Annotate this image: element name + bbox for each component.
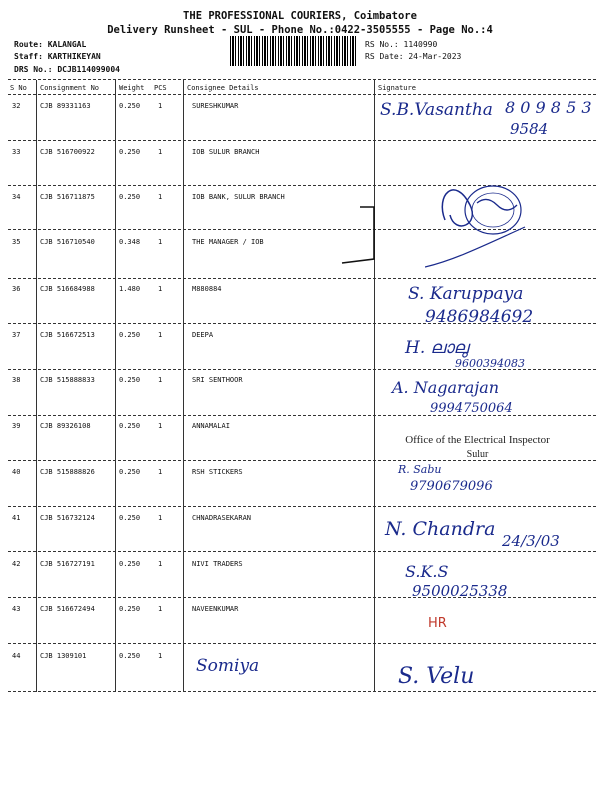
row-pcs: 1 [158,560,163,568]
staff-value: KARTHIKEYAN [47,52,101,61]
row-sno: 38 [12,376,21,384]
row-consignee: NIVI TRADERS [192,560,243,568]
signature-42-phone: 9500025338 [412,582,508,600]
col-consignment-header: Consignment No [40,84,100,92]
barcode [230,36,358,66]
row-consignment-no: CJB 89331163 [40,102,91,110]
col-weight-header: Weight [119,84,145,92]
row-consignment-no: CJB 516672494 [40,605,95,613]
row-sno: 44 [12,652,21,660]
drs-info [14,65,120,74]
row-consignment-no: CJB 516684988 [40,285,95,293]
row-sno: 33 [12,148,21,156]
col-consignee-header: Consignee Details [187,84,259,92]
mark-43: HR [428,616,447,631]
rs-no-value: 1140990 [403,40,438,49]
row-sno: 37 [12,331,21,339]
row-weight: 0.348 [119,238,141,246]
row-weight: 0.250 [119,148,141,156]
row-weight: 0.250 [119,560,141,568]
row-sno: 40 [12,468,21,476]
row-consignment-no: CJB 89326108 [40,422,91,430]
col-sno-header: S No [10,84,27,92]
rs-date-value: 24-Mar-2023 [408,52,462,61]
row-consignment-no: CJB 516732124 [40,514,95,522]
row-divider [8,460,596,461]
row-consignee: NAVEENKUMAR [192,605,239,613]
row-sno: 32 [12,102,21,110]
bank-seal-signature [425,165,555,275]
row-consignment-no: CJB 1309101 [40,652,87,660]
stamp-39-line1: Office of the Electrical Inspector [405,434,550,446]
row-consignee: IOB SULUR BRANCH [192,148,260,156]
row-weight: 0.250 [119,514,141,522]
row-consignment-no: CJB 516711875 [40,193,95,201]
row-sno: 39 [12,422,21,430]
rs-no-label: RS No.: [365,40,399,49]
row-divider [8,643,596,644]
row-divider [8,140,596,141]
row-pcs: 1 [158,376,163,384]
row-consignee: M880884 [192,285,222,293]
rs-date-label: RS Date: [365,52,404,61]
row-weight: 0.250 [119,193,141,201]
row-weight: 0.250 [119,468,141,476]
row-pcs: 1 [158,468,163,476]
row-sno: 42 [12,560,21,568]
signature-38: A. Nagarajan [392,378,500,397]
signature-32-phone-a: 8 0 9 8 5 3 [505,98,592,117]
row-weight: 0.250 [119,376,141,384]
row-consignment-no: CJB 516710540 [40,238,95,246]
signature-32-phone-b: 9584 [510,120,549,138]
row-consignment-no: CJB 515888833 [40,376,95,384]
row-consignment-no: CJB 516672513 [40,331,95,339]
signature-44: S. Velu [398,664,475,689]
row-pcs: 1 [158,331,163,339]
row-consignment-no: CJB 516727191 [40,560,95,568]
row-sno: 36 [12,285,21,293]
signature-38-phone: 9994750064 [430,401,513,416]
row-pcs: 1 [158,285,163,293]
runsheet-title: Delivery Runsheet - SUL - Phone No.:0422-3505555 - Page No.:4 [107,24,493,36]
row-pcs: 1 [158,148,163,156]
signature-36-phone: 9486984692 [425,307,534,327]
rs-number [365,40,437,49]
signature-36: S. Karuppaya [408,284,524,304]
row-consignee: SURESHKUMAR [192,102,239,110]
row-consignee: SRI SENTHOOR [192,376,243,384]
row-sno: 34 [12,193,21,201]
consignee-44-handwritten: Somiya [196,656,260,676]
row-consignment-no: CJB 516700922 [40,148,95,156]
signature-40: R. Sabu [398,463,442,476]
row-sno: 41 [12,514,21,522]
row-weight: 0.250 [119,652,141,660]
row-weight: 0.250 [119,605,141,613]
signature-41: N. Chandra [385,518,496,540]
drs-value: DCJB114099004 [57,65,120,74]
col-signature-header: Signature [378,84,416,92]
row-weight: 0.250 [119,422,141,430]
signature-40-phone: 9790679096 [410,479,493,494]
route-value: KALANGAL [47,40,87,49]
row-weight: 0.250 [119,102,141,110]
row-consignee: ANNAMALAI [192,422,230,430]
row-consignee: IOB BANK, SULUR BRANCH [192,193,285,201]
col-divider [36,80,37,692]
row-sno: 43 [12,605,21,613]
row-pcs: 1 [158,193,163,201]
row-weight: 1.480 [119,285,141,293]
row-divider [8,278,596,279]
header-bottom-rule [8,94,596,95]
signature-37: H. ലാലു [405,338,469,358]
staff-info [14,52,101,61]
row-consignee: RSH STICKERS [192,468,243,476]
row-pcs: 1 [158,422,163,430]
row-pcs: 1 [158,514,163,522]
row-consignee: DEEPA [192,331,214,339]
signature-37-phone: 9600394083 [455,357,525,370]
row-pcs: 1 [158,605,163,613]
drs-label: DRS No.: [14,65,53,74]
staff-label: Staff: [14,52,43,61]
signature-42: S.K.S [405,562,449,581]
row-consignee: CHNADRASEKARAN [192,514,252,522]
rs-date [365,52,461,61]
row-weight: 0.250 [119,331,141,339]
header-top-rule [8,79,596,80]
company-title: THE PROFESSIONAL COURIERS, Coimbatore [183,10,417,22]
col-pcs-header: PCS [154,84,167,92]
row-divider [8,551,596,552]
bracket-mark [340,205,390,265]
route-label: Route: [14,40,43,49]
row-divider [8,506,596,507]
row-consignment-no: CJB 515888826 [40,468,95,476]
row-divider [8,691,596,692]
row-consignee: THE MANAGER / IOB [192,238,264,246]
col-divider [183,80,184,692]
signature-41-date: 24/3/03 [502,532,560,550]
row-pcs: 1 [158,652,163,660]
row-divider [8,597,596,598]
row-sno: 35 [12,238,21,246]
col-divider [374,80,375,692]
row-pcs: 1 [158,102,163,110]
signature-32: S.B.Vasantha [380,100,493,120]
stamp-39-line2: Sulur [466,449,489,460]
col-divider [115,80,116,692]
row-pcs: 1 [158,238,163,246]
route-info [14,40,86,49]
